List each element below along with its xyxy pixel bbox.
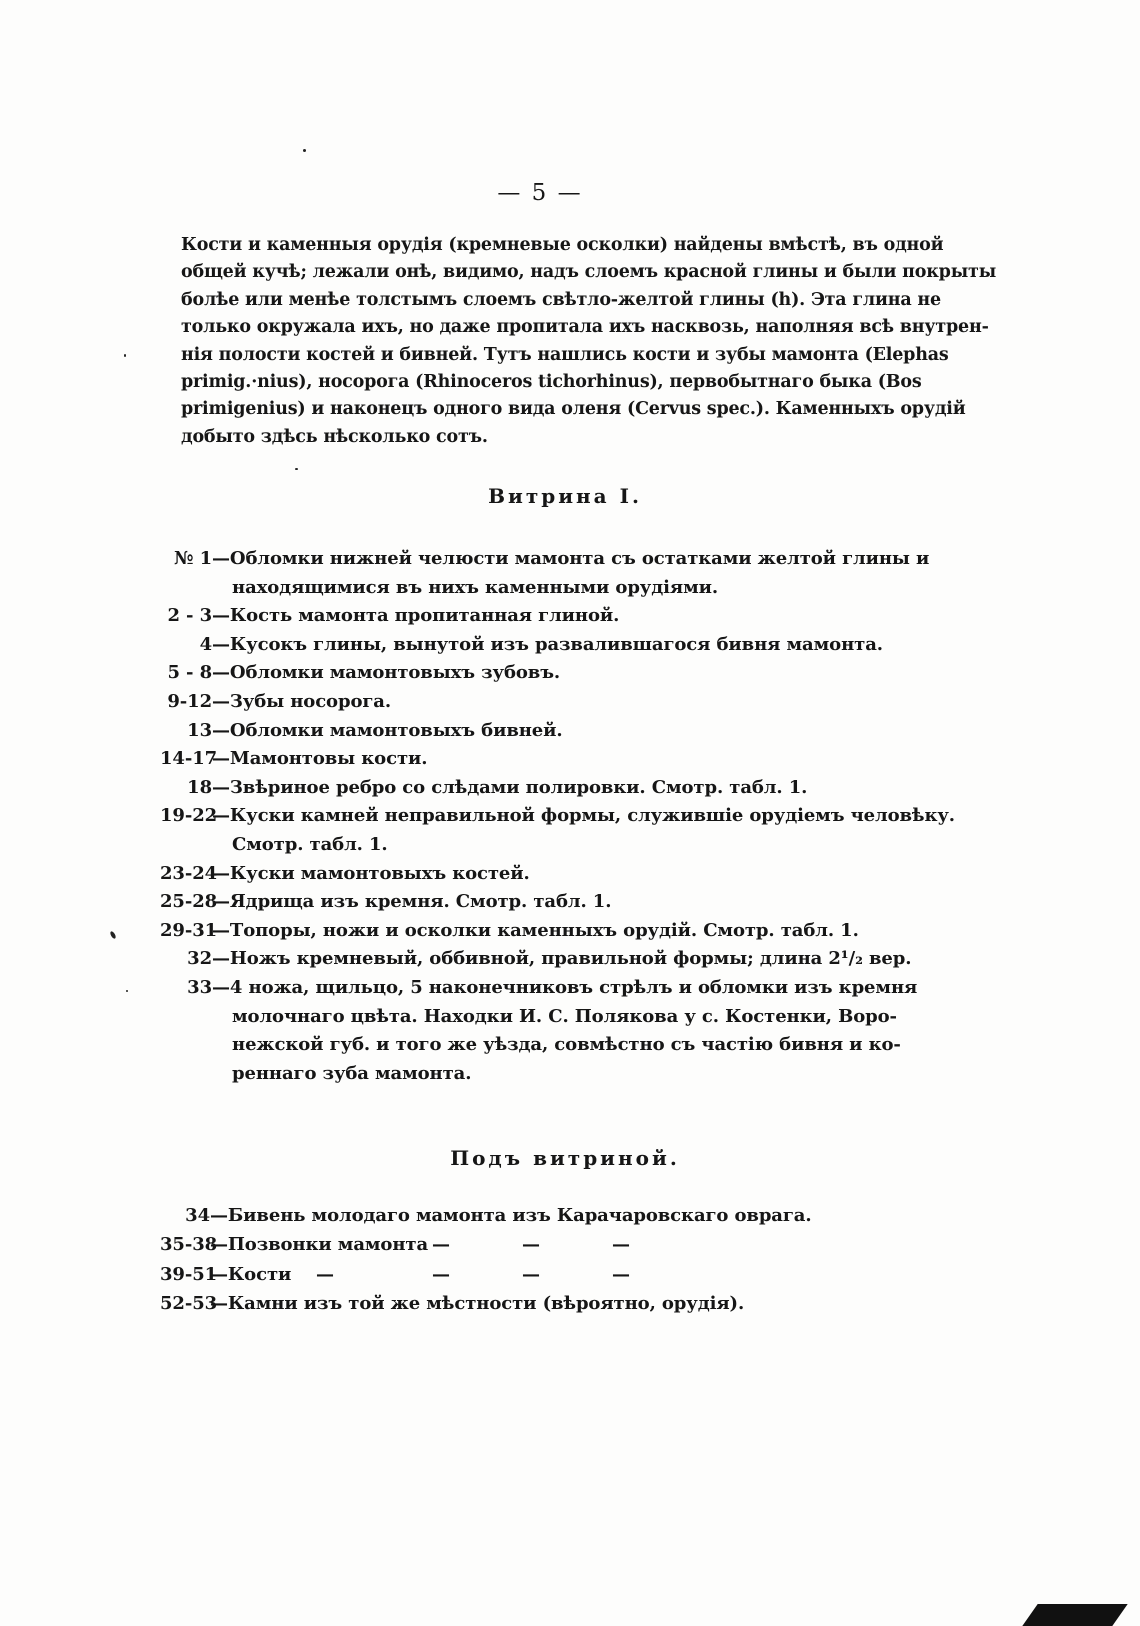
entry-text: —Позвонки мамонта <box>210 1234 429 1256</box>
catalog-entry <box>160 602 840 631</box>
catalog-entry <box>160 1289 840 1318</box>
catalog-entry <box>160 860 840 889</box>
intro-line: болѣе или менѣе толстымъ слоемъ свѣтло-желтой глины (h). Эта глина не <box>181 289 941 310</box>
entry-number: 33 <box>187 976 212 998</box>
scan-speck <box>109 931 116 940</box>
catalog-entry <box>160 802 955 831</box>
entry-text: —Кости <box>210 1263 292 1285</box>
entry-text: —Мамонтовы кости. <box>212 748 428 770</box>
catalog-entry <box>160 1201 840 1230</box>
entry-number: 2 - 3 <box>167 605 212 627</box>
catalog-entry <box>160 631 883 660</box>
entry-number: 25-28 <box>160 891 218 913</box>
scan-speck <box>124 354 126 357</box>
entry-text: —Зубы носорога. <box>212 690 392 712</box>
entry-text: —Обломки нижней челюсти мамонта съ остатками желтой глины и <box>212 548 930 569</box>
ditto-dash: — <box>612 1234 630 1256</box>
scan-speck <box>295 468 298 470</box>
entry-text: —Кость мамонта пропитанная глиной. <box>212 605 620 627</box>
entry-number: 9-12 <box>167 690 212 712</box>
scan-edge-mark <box>1022 1604 1127 1626</box>
entry-number: 13 <box>187 719 212 741</box>
entry-text: —Ножъ кремневый, оббивной, правильной формы; длина 2¹/₂ вер. <box>212 948 912 970</box>
scan-speck <box>126 990 128 992</box>
intro-line: добыто здѣсь нѣсколько сотъ. <box>181 426 488 447</box>
catalog-entry <box>160 745 840 774</box>
entry-number: 52-53 <box>160 1293 218 1315</box>
entry-text: нежской губ. и того же уѣзда, совмѣстно съ частію бивня и ко- <box>232 1034 901 1056</box>
entry-text: реннаго зуба мамонта. <box>232 1062 472 1084</box>
catalog-entry <box>160 574 840 603</box>
entry-number: 29-31 <box>160 919 218 941</box>
entry-number: 32 <box>187 948 212 970</box>
catalog-entry <box>160 659 840 688</box>
intro-line: нія полости костей и бивней. Тутъ нашлись кости и зубы мамонта (Elephas <box>181 344 949 365</box>
intro-line: общей кучѣ; лежали онѣ, видимо, надъ слоемъ красной глины и были покрыты <box>181 262 997 283</box>
entry-text: Смотр. табл. 1. <box>232 833 388 855</box>
catalog-entry <box>160 888 840 917</box>
entry-number: 34 <box>185 1205 210 1226</box>
entry-text: молочнаго цвѣта. Находки И. С. Полякова у с. Костенки, Воро- <box>232 1005 897 1027</box>
entry-number: 14-17 <box>160 748 218 770</box>
entry-text: —Куски мамонтовыхъ костей. <box>212 862 530 884</box>
entry-text: —Обломки мамонтовыхъ бивней. <box>212 719 563 741</box>
ditto-dash: — <box>522 1263 540 1285</box>
catalog-entry <box>160 717 840 746</box>
intro-paragraph <box>181 232 997 451</box>
entry-number: 35-38 <box>160 1234 218 1256</box>
catalog-entry <box>160 1230 840 1259</box>
catalog-entry <box>160 1260 840 1289</box>
catalog-entry <box>160 688 840 717</box>
catalog-entry <box>160 1060 840 1089</box>
entry-text: —Ядрища изъ кремня. Смотр. табл. 1. <box>212 891 612 913</box>
catalog-entry <box>160 945 912 974</box>
catalog-entry <box>160 831 840 860</box>
intro-line: primigenius) и наконецъ одного вида оленя (Cervus spec.). Каменныхъ орудій <box>181 399 966 420</box>
intro-line: primig.·nius), носорога (Rhinoceros tichorhinus), первобытнаго быка (Bos <box>181 372 922 393</box>
entry-text: —Топоры, ножи и осколки каменныхъ орудій. Смотр. табл. 1. <box>212 919 859 941</box>
entry-text: —Куски камней неправильной формы, служившіе орудіемъ человѣку. <box>212 805 955 827</box>
entry-text: —Звѣриное ребро со слѣдами полировки. Смотр. табл. 1. <box>212 776 808 798</box>
intro-line: Кости и каменныя орудія (кремневые осколки) найдены вмѣстѣ, въ одной <box>181 235 944 255</box>
catalog-entry <box>160 545 930 574</box>
entry-text: находящимися въ нихъ каменными орудіями. <box>232 576 719 598</box>
entry-number: № 1 <box>173 548 212 569</box>
catalog-entry <box>160 1003 897 1032</box>
ditto-dash: — <box>612 1263 630 1285</box>
entry-number: 23-24 <box>160 862 218 884</box>
scan-speck <box>303 149 306 152</box>
catalog-list-vitrina <box>160 545 955 1088</box>
page-number: — 5 — <box>497 180 583 206</box>
catalog-entry <box>160 1031 901 1060</box>
catalog-entry <box>160 774 840 803</box>
catalog-list-pod-vitrinoi <box>160 1201 840 1319</box>
entry-number: 39-51 <box>160 1263 218 1285</box>
catalog-entry <box>160 974 918 1003</box>
entry-text: —Бивень молодаго мамонта изъ Карачаровскаго оврага. <box>210 1205 812 1226</box>
entry-number: 5 - 8 <box>167 662 212 684</box>
entry-text: —Обломки мамонтовыхъ зубовъ. <box>212 662 561 684</box>
entry-text: —Камни изъ той же мѣстности (вѣроятно, орудія). <box>210 1293 745 1315</box>
intro-line: только окружала ихъ, но даже пропитала ихъ насквозь, наполняя всѣ внутрен- <box>181 317 989 338</box>
section-heading-pod-vitrinoi: Подъ витриной. <box>450 1146 680 1170</box>
ditto-dash: — <box>432 1263 450 1285</box>
entry-number: 4 <box>199 633 212 655</box>
entry-text: —Кусокъ глины, вынутой изъ развалившагося бивня мамонта. <box>212 633 883 655</box>
entry-number: 19-22 <box>160 805 218 827</box>
ditto-dash: — <box>316 1263 334 1285</box>
ditto-dash: — <box>432 1234 450 1256</box>
ditto-dash: — <box>522 1234 540 1256</box>
entry-text: —4 ножа, щильцо, 5 наконечниковъ стрѣлъ и обломки изъ кремня <box>212 976 918 998</box>
entry-number: 18 <box>187 776 212 798</box>
catalog-entry <box>160 917 859 946</box>
section-heading-vitrina: Витрина I. <box>488 484 642 508</box>
